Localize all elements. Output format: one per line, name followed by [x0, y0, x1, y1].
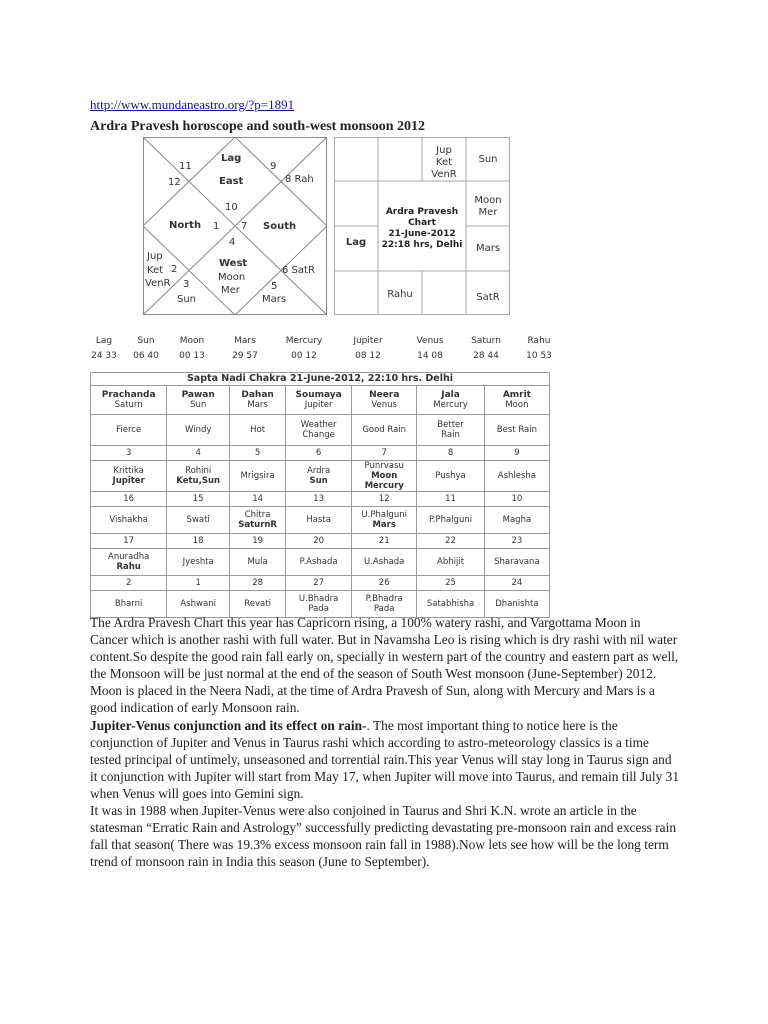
- chart-caption-line1: Ardra Pravesh Chart: [385, 207, 459, 228]
- nakshatra-number: 13: [286, 492, 352, 507]
- paragraph-3-text: . The most important thing to notice here is the conjunction of Jupiter and Venus in Taurus rashi which according to astro-meteorology classics is a time tested principal of untimely, unseasoned and torrential rain.This year Venus will stay long in Taurus sign and it conjunction with Jupiter will start from May 17, when Jupiter will move into Taurus, and remain till July 31 when Venus will goes into Gemini sign.: [90, 717, 680, 801]
- degree-planet: Saturn: [471, 336, 501, 346]
- nakshatra-cell: [286, 549, 352, 576]
- nakshatra-cell: [91, 461, 167, 492]
- degree-mercury: [283, 336, 325, 362]
- direction-west: West: [219, 258, 248, 269]
- house-9: 9: [270, 161, 277, 172]
- paragraph-4: It was in 1988 when Jupiter-Venus were also conjoined in Taurus and Shri K.N. wrote an article in the statesman “Erratic Rain and Astrology” successfully predicting devastating pre-monsoon rain and excess rain fall that season( There was 19.3% excess monsoon rain fall in 1988).Now lets see how will be the long term trend of monsoon rain in India this season (June to September).: [90, 803, 677, 870]
- nakshatra-planets: Ketu,Sun: [176, 476, 221, 486]
- nakshatra-cell: [352, 461, 417, 492]
- nadi-lord: Mercury: [433, 400, 468, 410]
- nakshatra-cell: [230, 461, 286, 492]
- nadi-quality: Windy: [167, 415, 230, 446]
- nakshatra-name: P.Bhadra Pada: [365, 594, 403, 614]
- nadi-lord: Mars: [247, 400, 268, 410]
- degree-planet: Jupiter: [353, 336, 383, 346]
- nakshatra-cell: [167, 461, 230, 492]
- nakshatra-name: Ashlesha: [497, 471, 537, 481]
- direction-east: East: [219, 176, 244, 187]
- house-7: 7: [241, 221, 248, 232]
- nakshatra-number: 26: [352, 576, 417, 591]
- house-6-satr: 6 SatR: [282, 265, 315, 276]
- house-4: 4: [229, 237, 236, 248]
- direction-north: North: [169, 220, 202, 231]
- nakshatra-name: Pushya: [435, 471, 466, 481]
- nakshatra-cell: [484, 507, 549, 534]
- nadi-star-row: [91, 549, 550, 576]
- nakshatra-name: Mula: [247, 557, 268, 567]
- nakshatra-number: 12: [352, 492, 417, 507]
- nakshatra-name: Satabhisha: [426, 599, 475, 609]
- nakshatra-name: Bharni: [114, 599, 143, 609]
- house-5: 5: [271, 281, 278, 292]
- nakshatra-name: Ardra: [306, 466, 331, 476]
- chart-caption-line3: 22:18 hrs, Delhi: [381, 240, 463, 250]
- nadi-star-row: [91, 507, 550, 534]
- article-body: [90, 614, 680, 870]
- degree-value: 10 53: [526, 351, 552, 361]
- house-10: 10: [225, 202, 238, 213]
- nadi-rows: [91, 446, 550, 618]
- nakshatra-name: Dhanishta: [495, 599, 539, 609]
- nakshatra-cell: [484, 549, 549, 576]
- planet-moon: Moon: [218, 272, 246, 283]
- paragraph-3-heading: Jupiter-Venus conjunction and its effect on rain-: [90, 717, 367, 733]
- nadi-lord: Venus: [371, 400, 397, 410]
- nadi-header: [417, 386, 485, 415]
- nakshatra-name: U.Bhadra Pada: [298, 594, 339, 614]
- nadi-name: Neera: [369, 390, 400, 400]
- nakshatra-cell: [484, 461, 549, 492]
- nakshatra-name: Punrvasu: [364, 461, 404, 471]
- nakshatra-planets: Moon Mercury: [364, 471, 404, 491]
- nakshatra-number: 5: [230, 446, 286, 461]
- cell-jup-ket-venr: [422, 145, 466, 181]
- nakshatra-planets: Mars: [372, 520, 396, 530]
- degree-lag: [90, 336, 118, 362]
- nakshatra-cell: [230, 507, 286, 534]
- cell-lag: Lag: [345, 237, 367, 248]
- nakshatra-planets: Rahu: [116, 562, 141, 572]
- degree-value: 29 57: [232, 351, 258, 361]
- house-8-rahu: 8 Rah: [285, 174, 314, 185]
- nadi-name: Jala: [441, 390, 460, 400]
- degree-planet: Rahu: [527, 336, 551, 346]
- nadi-header: [230, 386, 286, 415]
- degree-value: 24 33: [91, 351, 117, 361]
- nakshatra-cell: [91, 549, 167, 576]
- degree-saturn: [469, 336, 503, 362]
- nakshatra-number: 19: [230, 534, 286, 549]
- nakshatra-number: 24: [484, 576, 549, 591]
- nadi-lord: Sun: [190, 400, 207, 410]
- nadi-name: Amrit: [502, 390, 531, 400]
- paragraph-3: [90, 717, 680, 802]
- nakshatra-name: Mrigsira: [240, 471, 275, 481]
- chart-caption-line2: 21-June-2012: [388, 229, 456, 239]
- degree-planet: Sun: [137, 336, 155, 346]
- nakshatra-name: Revati: [244, 599, 271, 609]
- direction-south: South: [263, 221, 297, 232]
- nakshatra-name: Anuradha: [108, 552, 150, 562]
- nadi-name: Prachanda: [101, 390, 156, 400]
- nakshatra-name: Ashwani: [180, 599, 216, 609]
- house-12: 12: [168, 177, 181, 188]
- nakshatra-name: Krittika: [113, 466, 144, 476]
- nakshatra-name: P.Phalguni: [428, 515, 473, 525]
- degree-value: 00 13: [179, 351, 205, 361]
- nadi-name: Pawan: [181, 390, 215, 400]
- nakshatra-cell: [230, 549, 286, 576]
- nakshatra-name: Chitra: [244, 510, 271, 520]
- nakshatra-number: 21: [352, 534, 417, 549]
- nakshatra-name: Vishakha: [109, 515, 148, 525]
- nakshatra-name: Abhijit: [437, 557, 465, 567]
- nakshatra-name: Magha: [502, 515, 532, 525]
- nadi-lord: Jupiter: [304, 400, 333, 410]
- nakshatra-number: 2: [91, 576, 167, 591]
- nadi-quality: Good Rain: [352, 415, 417, 446]
- planet-mars: Mars: [262, 294, 287, 305]
- page-title: Ardra Pravesh horoscope and south-west monsoon 2012: [90, 119, 425, 134]
- nakshatra-name: Hasta: [306, 515, 331, 525]
- degree-value: 14 08: [417, 351, 443, 361]
- degree-planet: Venus: [416, 336, 444, 346]
- source-link[interactable]: http://www.mundaneastro.org/?p=1891: [90, 97, 295, 112]
- chart-caption: [378, 207, 466, 251]
- lagna-label: Lag: [221, 153, 242, 164]
- nakshatra-name: Swati: [186, 515, 210, 525]
- nakshatra-number: 27: [286, 576, 352, 591]
- cell-jup-ket-venr-text: Jup Ket VenR: [431, 145, 457, 180]
- nadi-quality: Best Rain: [484, 415, 549, 446]
- degree-value: 28 44: [473, 351, 499, 361]
- south-indian-chart: [334, 137, 510, 315]
- nakshatra-cell: [417, 507, 485, 534]
- house-1: 1: [213, 221, 220, 232]
- nakshatra-number: 22: [417, 534, 485, 549]
- nakshatra-name: Jyeshta: [182, 557, 214, 567]
- nakshatra-name: Rohini: [185, 466, 212, 476]
- nadi-header: [286, 386, 352, 415]
- nadi-quality: Weather Change: [286, 415, 352, 446]
- degree-value: 00 12: [291, 351, 317, 361]
- nadi-table-title: Sapta Nadi Chakra 21-June-2012, 22:10 hrs. Delhi: [91, 373, 550, 386]
- planet-jup: Jup: [147, 251, 163, 262]
- nakshatra-cell: [91, 507, 167, 534]
- degree-value: 06 40: [133, 351, 159, 361]
- degree-moon: [177, 336, 207, 362]
- nakshatra-cell: [286, 507, 352, 534]
- nadi-star-row: [91, 461, 550, 492]
- nakshatra-number: 16: [91, 492, 167, 507]
- nakshatra-name: U.Phalguni: [361, 510, 407, 520]
- degree-planet: Mercury: [285, 336, 323, 346]
- cell-satr: SatR: [476, 292, 500, 303]
- degree-planet: Lag: [95, 336, 113, 346]
- nadi-header: [352, 386, 417, 415]
- nakshatra-number: 28: [230, 576, 286, 591]
- degree-mars: [230, 336, 260, 362]
- nakshatra-cell: [417, 549, 485, 576]
- house-3: 3: [183, 279, 190, 290]
- planet-ket: Ket: [147, 265, 164, 276]
- nakshatra-number: 11: [417, 492, 485, 507]
- nakshatra-cell: [167, 549, 230, 576]
- nadi-number-row: [91, 534, 550, 549]
- nadi-number-row: [91, 576, 550, 591]
- nakshatra-planets: Sun: [309, 476, 328, 486]
- nakshatra-number: 9: [484, 446, 549, 461]
- nakshatra-number: 3: [91, 446, 167, 461]
- paragraph-1: The Ardra Pravesh Chart this year has Capricorn rising, a 100% watery rashi, and Vargottama Moon in Cancer which is another rashi with full water. But in Navamsha Leo is rising which is dry rashi with nil water content.So despite the good rain fall early on, specially in western part of the country and eastern part as well, the Monsoon will be just normal at the end of the season of South West monsoon (June-September) 2012.: [90, 615, 679, 682]
- nakshatra-name: P.Ashada: [299, 557, 338, 567]
- degree-planet: Mars: [234, 336, 256, 346]
- cell-sun: Sun: [478, 154, 498, 165]
- paragraph-2: Moon is placed in the Neera Nadi, at the time of Ardra Pravesh of Sun, along with Mercury and Mars is a good indication of early Monsoon rain.: [90, 683, 655, 716]
- nadi-header: [167, 386, 230, 415]
- nadi-lord: Saturn: [114, 400, 143, 410]
- degree-jupiter: [350, 336, 386, 362]
- nadi-name: Dahan: [241, 390, 274, 400]
- nadi-name: Soumaya: [295, 390, 342, 400]
- nakshatra-name: U.Ashada: [364, 557, 405, 567]
- nadi-quality: Fierce: [91, 415, 167, 446]
- nakshatra-number: 14: [230, 492, 286, 507]
- planet-sun: Sun: [177, 294, 197, 305]
- nakshatra-number: 6: [286, 446, 352, 461]
- nakshatra-cell: [417, 461, 485, 492]
- cell-rahu: Rahu: [387, 289, 413, 300]
- planet-mer: Mer: [221, 285, 240, 296]
- nadi-quality: Hot: [230, 415, 286, 446]
- nakshatra-number: 25: [417, 576, 485, 591]
- house-2: 2: [171, 264, 178, 275]
- sapta-nadi-table: [90, 372, 550, 618]
- degree-rahu: [524, 336, 554, 362]
- nakshatra-cell: [352, 549, 417, 576]
- nakshatra-cell: [286, 461, 352, 492]
- degree-value: 08 12: [355, 351, 381, 361]
- nadi-header: [484, 386, 549, 415]
- nakshatra-number: 7: [352, 446, 417, 461]
- nakshatra-number: 20: [286, 534, 352, 549]
- nadi-header: [91, 386, 167, 415]
- nakshatra-number: 17: [91, 534, 167, 549]
- nakshatra-number: 23: [484, 534, 549, 549]
- nadi-number-row: [91, 446, 550, 461]
- nakshatra-number: 8: [417, 446, 485, 461]
- house-11: 11: [179, 161, 192, 172]
- nakshatra-number: 18: [167, 534, 230, 549]
- planet-venr: VenR: [145, 278, 171, 289]
- north-indian-chart: [143, 137, 327, 315]
- nakshatra-number: 1: [167, 576, 230, 591]
- nadi-quality: Better Rain: [417, 415, 485, 446]
- nakshatra-planets: Jupiter: [112, 476, 145, 486]
- cell-moon-mer: Moon Mer: [474, 195, 502, 218]
- degree-venus: [414, 336, 446, 362]
- nadi-lord: Moon: [505, 400, 529, 410]
- nakshatra-number: 4: [167, 446, 230, 461]
- cell-mars: Mars: [475, 243, 501, 254]
- nakshatra-number: 15: [167, 492, 230, 507]
- nakshatra-planets: SaturnR: [238, 520, 277, 530]
- nakshatra-cell: [352, 507, 417, 534]
- nadi-number-row: [91, 492, 550, 507]
- degree-planet: Moon: [179, 336, 205, 346]
- nakshatra-cell: [167, 507, 230, 534]
- degree-sun: [132, 336, 160, 362]
- nakshatra-number: 10: [484, 492, 549, 507]
- nakshatra-name: Sharavana: [494, 557, 540, 567]
